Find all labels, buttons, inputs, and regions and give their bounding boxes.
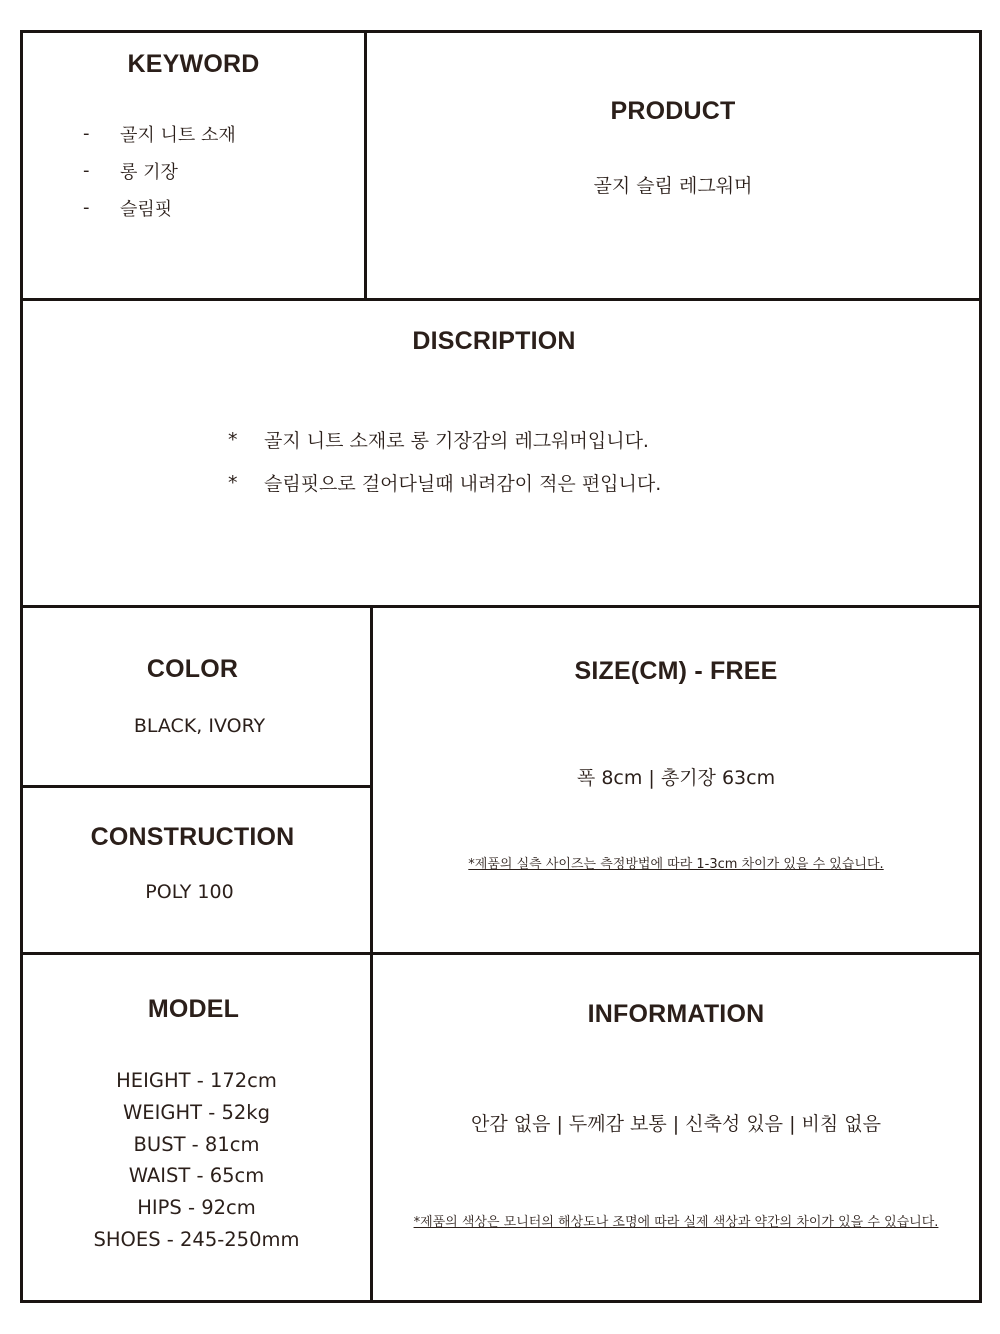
size-title: SIZE(CM) - FREE: [574, 657, 778, 685]
color-section: [23, 608, 370, 785]
spec-table: [20, 30, 982, 1303]
model-title: MODEL: [147, 995, 240, 1023]
model-shoes: SHOES - 245-250mm: [93, 1227, 300, 1251]
size-value: 폭 8cm | 총기장 63cm: [576, 767, 776, 789]
model-weight: WEIGHT - 52kg: [123, 1100, 270, 1124]
size-section: [373, 608, 979, 952]
description-item: 슬림핏으로 걸어다닐때 내려감이 적은 편입니다.: [264, 473, 662, 495]
list-item: [83, 189, 236, 226]
description-list: [228, 418, 661, 504]
keyword-item: 슬림핏: [120, 198, 173, 220]
list-bullet: *: [228, 471, 238, 494]
model-hips: HIPS - 92cm: [137, 1196, 256, 1220]
list-bullet: -: [83, 123, 90, 144]
model-waist: WAIST - 65cm: [128, 1164, 265, 1188]
list-item: [83, 115, 236, 152]
construction-section: [23, 788, 370, 952]
model-height: HEIGHT - 172cm: [116, 1069, 277, 1092]
information-title: INFORMATION: [587, 1000, 765, 1028]
product-name: 골지 슬림 레그워머: [593, 175, 753, 197]
keyword-list: [83, 115, 236, 226]
description-item: 골지 니트 소재로 롱 기장감의 레그워머입니다.: [264, 430, 649, 452]
model-section: [23, 955, 370, 1300]
size-note: *제품의 실측 사이즈는 측정방법에 따라 1-3cm 차이가 있을 수 있습니다.: [468, 857, 884, 872]
list-item: [228, 461, 661, 504]
construction-title: CONSTRUCTION: [90, 823, 295, 851]
list-bullet: *: [228, 428, 238, 451]
information-section: [373, 955, 979, 1300]
list-item: [228, 418, 661, 461]
keyword-title: KEYWORD: [127, 50, 260, 78]
description-title: DISCRIPTION: [412, 327, 576, 355]
keyword-item: 골지 니트 소재: [120, 124, 236, 146]
information-value: 안감 없음 | 두께감 보통 | 신축성 있음 | 비침 없음: [471, 1113, 881, 1135]
model-bust: BUST - 81cm: [133, 1132, 260, 1156]
list-bullet: -: [83, 160, 90, 181]
keyword-section: [23, 33, 364, 298]
list-bullet: -: [83, 197, 90, 218]
color-title: COLOR: [146, 655, 239, 683]
information-note: *제품의 색상은 모니터의 해상도나 조명에 따라 실제 색상과 약간의 차이가 있을 수 있습니다.: [413, 1215, 939, 1230]
product-section: [367, 33, 979, 298]
product-title: PRODUCT: [610, 97, 736, 125]
list-item: [83, 152, 236, 189]
construction-value: POLY 100: [145, 881, 234, 903]
color-value: BLACK, IVORY: [133, 715, 266, 737]
model-list: [23, 1065, 370, 1256]
keyword-item: 롱 기장: [120, 161, 178, 183]
